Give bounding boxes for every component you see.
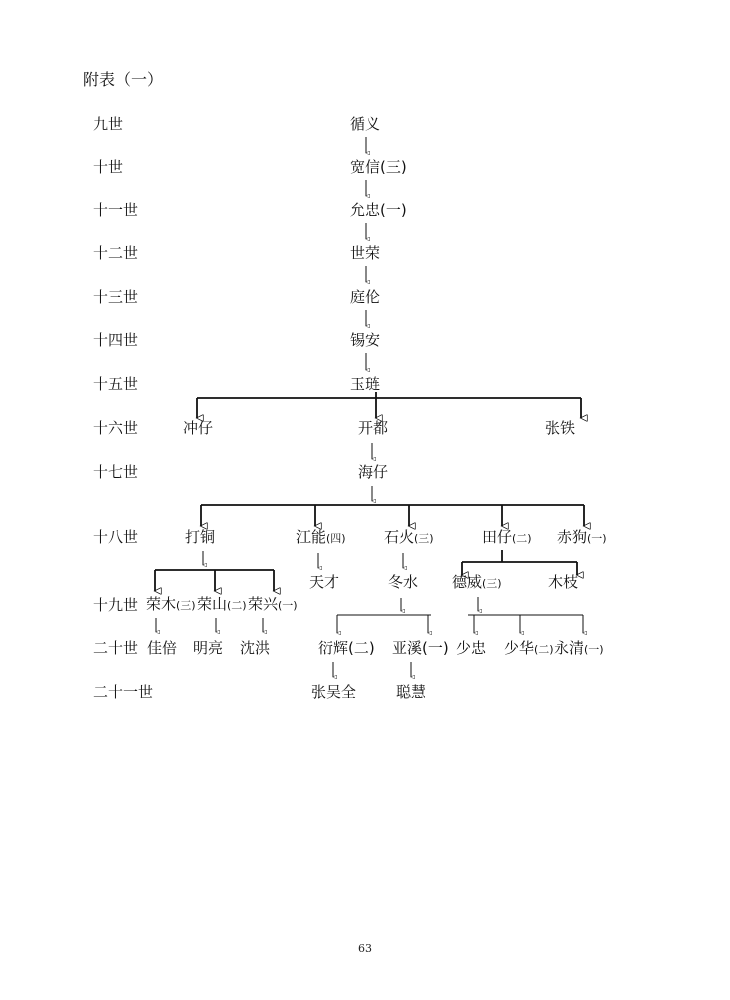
person-name: 明亮 bbox=[193, 639, 224, 657]
page-number: 63 bbox=[358, 942, 372, 955]
generation-label: 二十一世 bbox=[93, 683, 154, 701]
branch-datong bbox=[155, 570, 274, 591]
generation-label: 十一世 bbox=[93, 201, 139, 219]
person-name: 张铁 bbox=[545, 419, 576, 437]
person-name: 张吴全 bbox=[311, 683, 357, 701]
person-name: 开都 bbox=[358, 419, 389, 437]
person-name: 允忠(一) bbox=[350, 201, 407, 219]
generation-label: 十三世 bbox=[93, 288, 139, 306]
person-name: 天才 bbox=[309, 573, 340, 591]
connectors-gen20 bbox=[333, 662, 411, 677]
person-name: 荣木(三) bbox=[146, 595, 196, 613]
person-name: 沈洪 bbox=[240, 639, 271, 657]
generation-label: 十世 bbox=[93, 158, 124, 176]
person-name: 冬水 bbox=[388, 573, 419, 591]
generation-label: 十七世 bbox=[93, 463, 139, 481]
person-name: 宽信(三) bbox=[350, 158, 407, 176]
generation-label: 九世 bbox=[93, 115, 124, 133]
person-name: 江能(四) bbox=[296, 528, 346, 546]
person-name: 打铜 bbox=[185, 528, 216, 546]
person-name: 衍辉(二) bbox=[318, 639, 375, 657]
person-name: 世荣 bbox=[350, 244, 381, 262]
connectors-datong-sons bbox=[156, 618, 263, 632]
person-name: 聪慧 bbox=[396, 683, 427, 701]
person-name: 荣山(二) bbox=[197, 595, 247, 613]
branch-dongshui bbox=[337, 615, 431, 633]
generation-labels bbox=[93, 115, 153, 701]
person-name: 海仔 bbox=[358, 463, 389, 481]
person-name: 赤狗(一) bbox=[557, 528, 607, 546]
person-name: 田仔(二) bbox=[482, 528, 532, 546]
person-name: 锡安 bbox=[350, 331, 381, 349]
person-name: 德威(三) bbox=[452, 573, 502, 591]
person-name: 永清(一) bbox=[554, 639, 604, 657]
branch-tianzai bbox=[462, 550, 577, 575]
person-name: 冲仔 bbox=[183, 419, 214, 437]
generation-label: 十二世 bbox=[93, 244, 139, 262]
person-name: 亚溪(一) bbox=[392, 639, 449, 657]
person-name: 庭伦 bbox=[350, 288, 381, 306]
person-name: 少忠 bbox=[456, 639, 487, 657]
person-name: 木枝 bbox=[548, 573, 579, 591]
person-names-trunk bbox=[350, 115, 407, 393]
person-name: 荣兴(一) bbox=[248, 595, 298, 613]
generation-label: 十四世 bbox=[93, 331, 139, 349]
person-name: 玉琏 bbox=[350, 375, 381, 393]
generation-label: 十六世 bbox=[93, 419, 139, 437]
generation-label: 十五世 bbox=[93, 375, 139, 393]
person-name: 佳倍 bbox=[147, 639, 178, 657]
generation-label: 二十世 bbox=[93, 639, 139, 657]
branch-gen17 bbox=[201, 505, 584, 526]
branch-dewei bbox=[468, 615, 583, 633]
generation-label: 十九世 bbox=[93, 596, 139, 614]
person-name: 石火(三) bbox=[384, 528, 434, 546]
page-title: 附表（一） bbox=[83, 70, 164, 89]
generation-label: 十八世 bbox=[93, 528, 139, 546]
branch-gen15 bbox=[197, 392, 581, 418]
person-name: 循义 bbox=[350, 115, 381, 133]
person-name: 少华(二) bbox=[504, 639, 554, 657]
